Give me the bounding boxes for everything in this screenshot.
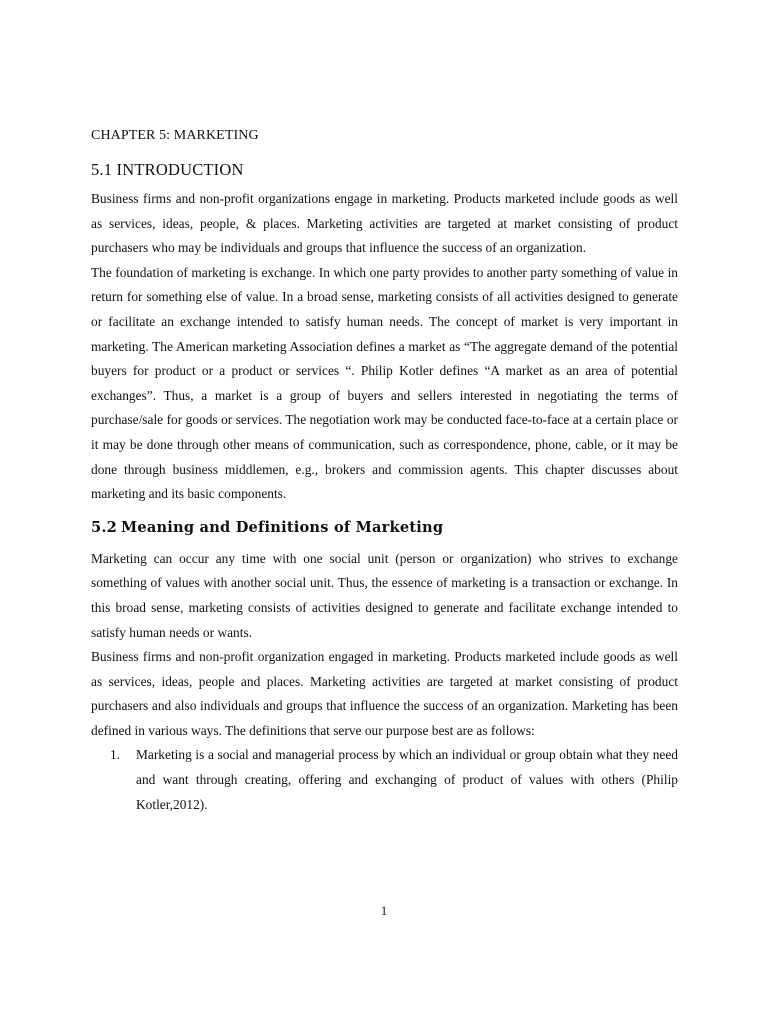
definition-number: 1. [110,747,121,763]
meaning-paragraph-2: Business firms and non-profit organization engaged in marketing. Products marketed include goods as well as services, ideas, people and places. Marketing activities are targeted at market consisting of product purchasers and also individuals and groups that influence the success of an organization. Marketing has been defined in various ways. The definitions that serve our purpose best are as follows: [91,649,678,738]
document-page [91,124,678,817]
section-heading-meaning [91,515,678,541]
definition-item [91,743,678,817]
page-number [0,903,768,919]
intro-paragraph-2: The foundation of marketing is exchange. In which one party provides to another party something of value in return for something else of value. In a broad sense, marketing consists of all activities designed to generate or facilitate an exchange intended to satisfy human needs. The concept of market is very important in marketing. The American marketing Association defines a market as “The aggregate demand of the potential buyers for product or a product or services “. Philip Kotler defines “A market as an area of potential exchanges”. Thus, a market is a group of buyers and sellers interested in negotiating the terms of purchase/sale for goods or services. The negotiation work may be conducted face-to-face at a certain place or it may be done through other means of communication, such as correspondence, phone, cable, or it may be done through business middlemen, e.g., brokers and commission agents. This chapter discusses about marketing and its basic components. [91,264,678,502]
section-number: 5.2 [91,518,117,536]
definition-text: Marketing is a social and managerial process by which an individual or group obtain what they need and want through creating, offering and exchanging of product of values with others (Philip Kotler,2012). [136,747,678,812]
section-title: Meaning and Definitions of Marketing [121,518,444,536]
page-number-text: 1 [380,903,388,918]
chapter-title: CHAPTER 5: MARKETING [91,128,259,143]
section-heading-introduction: 5.1 INTRODUCTION [91,160,244,179]
meaning-paragraph-1: Marketing can occur any time with one social unit (person or organization) who strives to exchange something of values with another social unit. Thus, the essence of marketing is a transaction or exchange. In this broad sense, marketing consists of activities designed to generate and facilitate exchange intended to satisfy human needs or wants. [91,550,678,640]
definitions-list [91,743,678,817]
intro-paragraph-1: Business firms and non-profit organizations engage in marketing. Products marketed include goods as well as services, ideas, people, & places. Marketing activities are targeted at market consisting of product purchasers who may be individuals and groups that influence the success of an organization. [91,191,678,256]
